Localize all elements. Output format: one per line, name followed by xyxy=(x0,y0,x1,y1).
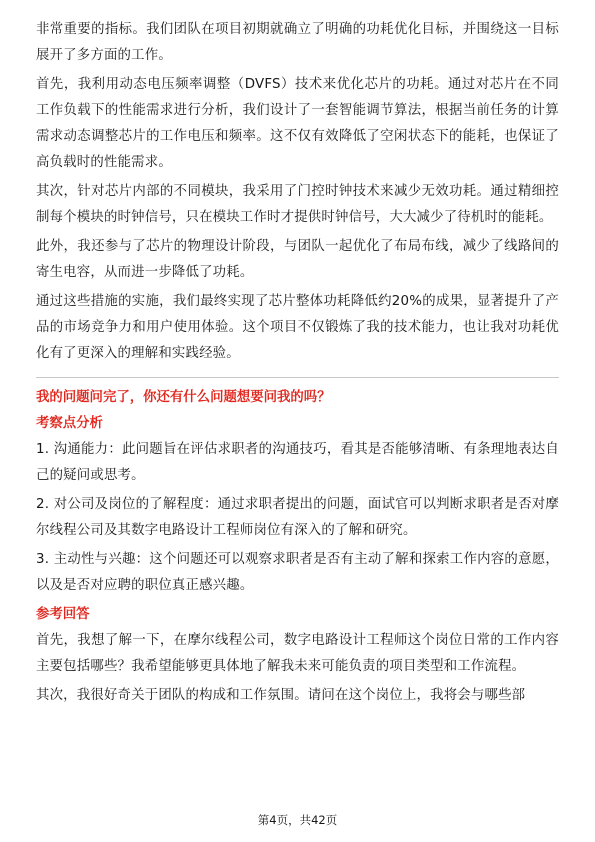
document-page xyxy=(36,17,559,712)
analysis-item: 2. 对公司及岗位的了解程度：通过求职者提出的问题，面试官可以判断求职者是否对摩尔线程公司及其数字电路设计工程师岗位有深入的了解和研究。 xyxy=(36,497,559,538)
page-number: 第4页，共42页 xyxy=(257,813,338,827)
analysis-item: 3. 主动性与兴趣：这个问题还可以观察求职者是否有主动了解和探索工作内容的意愿，以及是否对应聘的职位真正感兴趣。 xyxy=(36,552,559,593)
interview-question: 我的问题问完了，你还有什么问题想要问我的吗？ xyxy=(36,390,331,405)
body-paragraph: 非常重要的指标。我们团队在项目初期就确立了明确的功耗优化目标，并围绕这一目标展开了多方面的工作。 xyxy=(36,22,559,63)
body-paragraph: 此外，我还参与了芯片的物理设计阶段，与团队一起优化了布局布线，减少了线路间的寄生电容，从而进一步降低了功耗。 xyxy=(36,239,559,280)
body-paragraph: 通过这些措施的实施，我们最终实现了芯片整体功耗降低约20%的成果，显著提升了产品的市场竞争力和用户使用体验。这个项目不仅锻炼了我的技术能力，也让我对功耗优化有了更深入的理解和实践经验。 xyxy=(36,294,559,361)
reference-item: 其次，我很好奇关于团队的构成和工作氛围。请问在这个岗位上，我将会与哪些部 xyxy=(36,688,526,703)
reference-heading: 参考回答 xyxy=(36,607,90,622)
analysis-heading: 考察点分析 xyxy=(36,416,103,431)
body-paragraph: 其次，针对芯片内部的不同模块，我采用了门控时钟技术来减少无效功耗。通过精细控制每个模块的时钟信号，只在模块工作时才提供时钟信号，大大减少了待机时的能耗。 xyxy=(36,184,559,225)
analysis-item: 1. 沟通能力：此问题旨在评估求职者的沟通技巧，看其是否能够清晰、有条理地表达自己的疑问或思考。 xyxy=(36,442,559,483)
body-paragraph: 首先，我利用动态电压频率调整（DVFS）技术来优化芯片的功耗。通过对芯片在不同工作负载下的性能需求进行分析，我们设计了一套智能调节算法，根据当前任务的计算需求动态调整芯片的工作电压和频率。这不仅有效降低了空闲状态下的能耗，也保证了高负载时的性能需求。 xyxy=(36,77,559,170)
section-divider xyxy=(36,377,559,378)
reference-item: 首先，我想了解一下，在摩尔线程公司，数字电路设计工程师这个岗位日常的工作内容主要包括哪些？我希望能够更具体地了解我未来可能负责的项目类型和工作流程。 xyxy=(36,633,559,674)
